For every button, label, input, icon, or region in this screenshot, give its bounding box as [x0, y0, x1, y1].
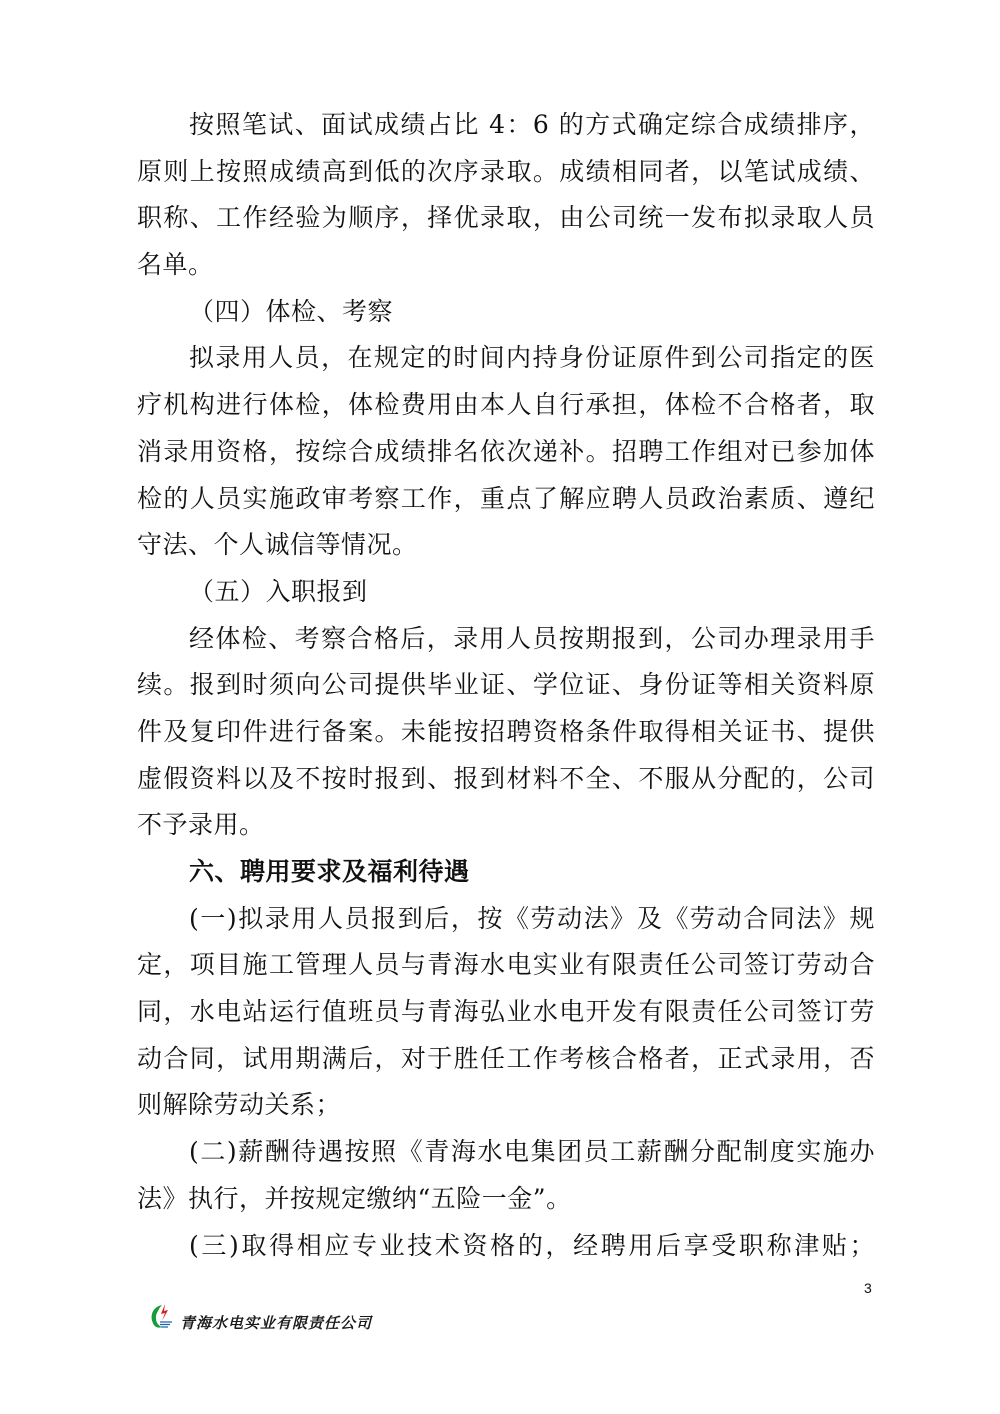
text-line: (三)取得相应专业技术资格的，经聘用后享受职称津贴； — [189, 1230, 875, 1260]
document-body — [137, 102, 875, 1269]
text-line: 消录用资格，按综合成绩排名依次递补。招聘工作组对已参加体 — [137, 436, 875, 466]
text-line: 同，水电站运行值班员与青海弘业水电开发有限责任公司签订劳 — [137, 997, 875, 1027]
company-name: 青海水电实业有限责任公司 — [180, 1314, 373, 1332]
text-line: 件及复印件进行备案。未能按招聘资格条件取得相关证书、提供 — [137, 716, 875, 746]
section-heading: 六、聘用要求及福利待遇 — [189, 857, 470, 886]
text-line: 则解除劳动关系； — [137, 1090, 342, 1120]
text-line: 检的人员实施政审考察工作，重点了解应聘人员政治素质、遵纪 — [137, 483, 875, 513]
text-line: 定，项目施工管理人员与青海水电实业有限责任公司签订劳动合 — [137, 950, 875, 980]
text-line: 不予录用。 — [137, 810, 265, 840]
text-line: 经体检、考察合格后，录用人员按期报到，公司办理录用手 — [189, 623, 875, 653]
text-line: 法》执行，并按规定缴纳“五险一金”。 — [137, 1183, 572, 1213]
text-line: (二)薪酬待遇按照《青海水电集团员工薪酬分配制度实施办 — [189, 1137, 875, 1167]
text-line: （四）体检、考察 — [189, 296, 394, 326]
text-line: 按照笔试、面试成绩占比 4：6 的方式确定综合成绩排序， — [189, 110, 875, 139]
text-line: 名单。 — [137, 250, 214, 280]
text-line: 续。报到时须向公司提供毕业证、学位证、身份证等相关资料原 — [137, 670, 875, 700]
text-line: 原则上按照成绩高到低的次序录取。成绩相同者，以笔试成绩、 — [137, 156, 875, 186]
text-line: （五）入职报到 — [189, 576, 368, 606]
footer — [148, 1303, 372, 1333]
text-line: 拟录用人员，在规定的时间内持身份证原件到公司指定的医 — [189, 343, 875, 373]
text-line: 疗机构进行体检，体检费用由本人自行承担，体检不合格者，取 — [137, 390, 875, 420]
company-logo-icon — [148, 1303, 176, 1333]
text-line: 动合同，试用期满后，对于胜任工作考核合格者，正式录用，否 — [137, 1043, 875, 1073]
text-line: (一)拟录用人员报到后，按《劳动法》及《劳动合同法》规 — [189, 903, 875, 933]
page-number: 3 — [864, 1280, 872, 1296]
text-line: 职称、工作经验为顺序，择优录取，由公司统一发布拟录取人员 — [137, 203, 875, 233]
text-line: 虚假资料以及不按时报到、报到材料不全、不服从分配的，公司 — [137, 763, 875, 793]
text-line: 守法、个人诚信等情况。 — [137, 530, 418, 560]
